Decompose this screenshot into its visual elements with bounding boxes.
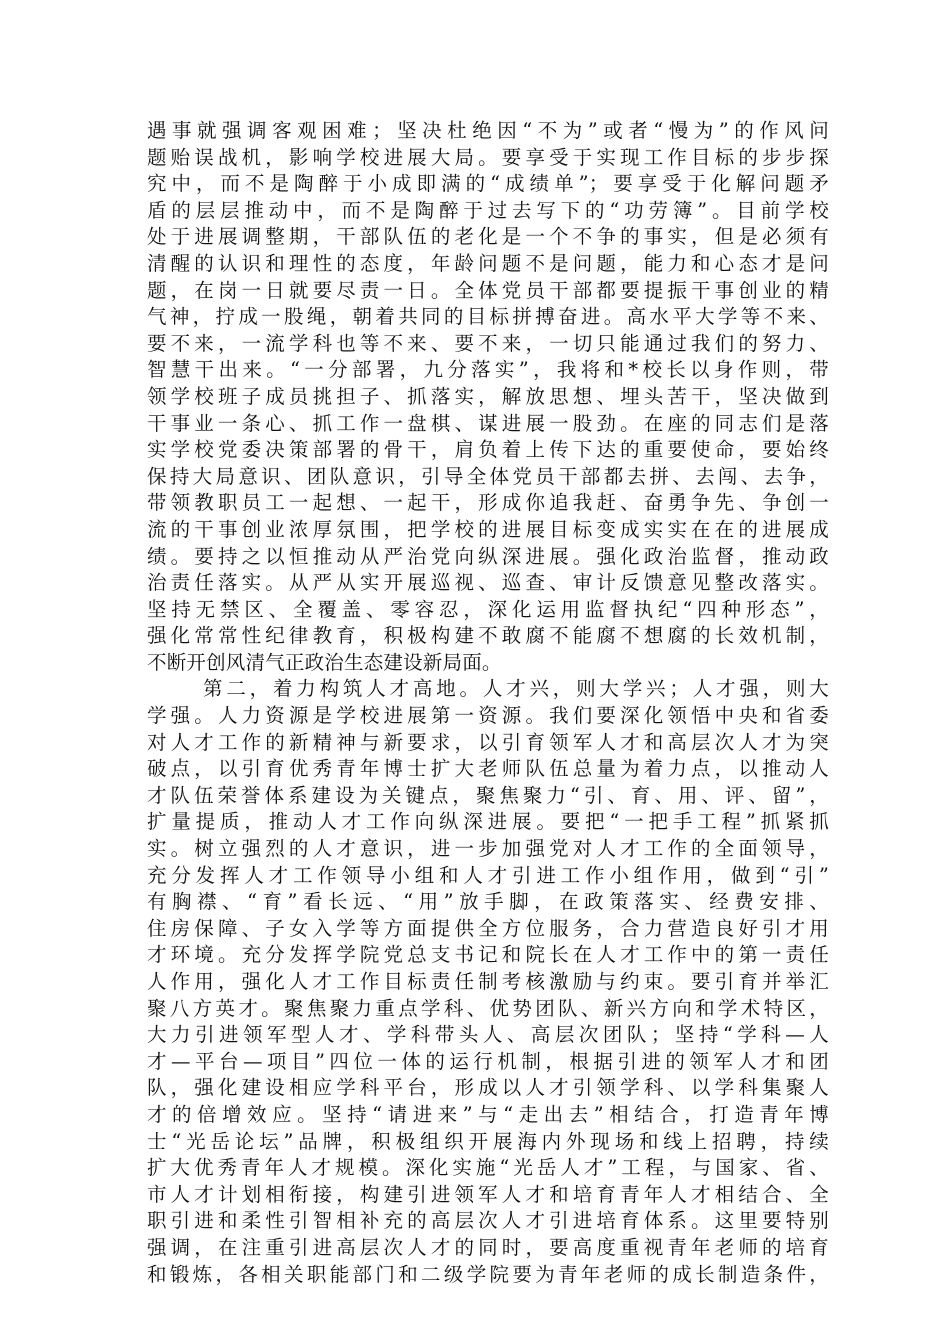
text-line: 盾的层层推动中，而不是陶醉于过去写下的“功劳簿”。目前学校 bbox=[147, 198, 829, 222]
text-line: 对人才工作的新精神与新要求，以引育领军人才和高层次人才为突 bbox=[147, 730, 829, 754]
text-line: 和锻炼，各相关职能部门和二级学院要为青年老师的成长制造条件， bbox=[147, 1262, 829, 1286]
text-line: 领学校班子成员挑担子、抓落实，解放思想、埋头苦干，坚决做到 bbox=[147, 384, 829, 408]
text-line: 坚持无禁区、全覆盖、零容忍，深化运用监督执纪“四种形态”， bbox=[147, 597, 829, 621]
text-line: 有胸襟、“育”看长远、“用”放手脚，在政策落实、经费安排、 bbox=[147, 890, 829, 914]
text-line: 破点，以引育优秀青年博士扩大老师队伍总量为着力点，以推动人 bbox=[147, 757, 829, 781]
text-line: 不断开创风清气正政治生态建设新局面。 bbox=[147, 650, 502, 674]
text-line: 第二，着力构筑人才高地。人才兴，则大学兴；人才强，则大 bbox=[203, 677, 829, 701]
text-line: 实学校党委决策部署的骨干，肩负着上传下达的重要使命，要始终 bbox=[147, 438, 829, 462]
text-line: 治责任落实。从严从实开展巡视、巡查、审计反馈意见整改落实。 bbox=[147, 571, 829, 595]
text-line: 要不来，一流学科也等不来、要不来，一切只能通过我们的努力、 bbox=[147, 331, 829, 355]
text-line: 流的干事创业浓厚氛围，把学校的进展目标变成实实在在的进展成 bbox=[147, 517, 829, 541]
text-line: 充分发挥人才工作领导小组和人才引进工作小组作用，做到“引” bbox=[147, 863, 829, 887]
text-line: 气神，拧成一股绳，朝着共同的目标拼搏奋进。高水平大学等不来、 bbox=[147, 305, 829, 329]
text-line: 扩大优秀青年人才规模。深化实施“光岳人才”工程，与国家、省、 bbox=[147, 1156, 829, 1180]
text-line: 保持大局意识、团队意识，引导全体党员干部都去拼、去闯、去争， bbox=[147, 464, 829, 488]
text-line: 强化常常性纪律教育，积极构建不敢腐不能腐不想腐的长效机制， bbox=[147, 624, 829, 648]
text-line: 聚八方英才。聚焦聚力重点学科、优势团队、新兴方向和学术特区， bbox=[147, 996, 829, 1020]
text-line: 绩。要持之以恒推动从严治党向纵深进展。强化政治监督，推动政 bbox=[147, 544, 829, 568]
text-line: 人作用，强化人才工作目标责任制考核激励与约束。要引育并举汇 bbox=[147, 970, 829, 993]
text-line: 才队伍荣誉体系建设为关键点，聚焦聚力“引、育、用、评、留”， bbox=[147, 783, 829, 807]
text-line: 处于进展调整期，干部队伍的老化是一个不争的事实，但是必须有 bbox=[147, 225, 829, 249]
text-line: 学强。人力资源是学校进展第一资源。我们要深化领悟中央和省委 bbox=[147, 704, 829, 728]
text-line: 扩量提质，推动人才工作向纵深进展。要把“一把手工程”抓紧抓 bbox=[147, 810, 829, 834]
text-line: 题，在岗一日就要尽责一日。全体党员干部都要提振干事创业的精 bbox=[147, 278, 829, 302]
body-text bbox=[147, 118, 829, 1288]
text-line: 住房保障、子女入学等方面提供全方位服务，合力营造良好引才用 bbox=[147, 916, 829, 940]
text-line: 实。树立强烈的人才意识，进一步加强党对人才工作的全面领导， bbox=[147, 837, 829, 861]
text-line: 干事业一条心、抓工作一盘棋、谋进展一股劲。在座的同志们是落 bbox=[147, 411, 829, 435]
text-line: 清醒的认识和理性的态度，年龄问题不是问题，能力和心态才是问 bbox=[147, 251, 829, 275]
text-line: 才—平台—项目”四位一体的运行机制，根据引进的领军人才和团 bbox=[147, 1049, 829, 1073]
text-line: 智慧干出来。“一分部署，九分落实”，我将和*校长以身作则，带 bbox=[147, 358, 829, 382]
text-line: 带领教职员工一起想、一起干，形成你追我赶、奋勇争先、争创一 bbox=[147, 491, 829, 515]
text-line: 才的倍增效应。坚持“请进来”与“走出去”相结合，打造青年博 bbox=[147, 1102, 829, 1126]
text-line: 大力引进领军型人才、学科带头人、高层次团队；坚持“学科—人 bbox=[147, 1023, 829, 1047]
text-line: 队，强化建设相应学科平台，形成以人才引领学科、以学科集聚人 bbox=[147, 1076, 829, 1100]
text-line: 究中，而不是陶醉于小成即满的“成绩单”；要享受于化解问题矛 bbox=[147, 172, 829, 196]
text-line: 市人才计划相衔接，构建引进领军人才和培育青年人才相结合、全 bbox=[147, 1182, 829, 1206]
text-line: 题贻误战机，影响学校进展大局。要享受于实现工作目标的步步探 bbox=[147, 145, 829, 169]
text-line: 职引进和柔性引智相补充的高层次人才引进培育体系。这里要特别 bbox=[147, 1209, 829, 1233]
text-line: 遇事就强调客观困难；坚决杜绝因“不为”或者“慢为”的作风问 bbox=[147, 119, 829, 142]
text-line: 强调，在注重引进高层次人才的同时，要高度重视青年老师的培育 bbox=[147, 1235, 829, 1259]
text-line: 才环境。充分发挥学院党总支书记和院长在人才工作中的第一责任 bbox=[147, 943, 829, 967]
text-line: 士“光岳论坛”品牌，积极组织开展海内外现场和线上招聘，持续 bbox=[147, 1129, 829, 1153]
